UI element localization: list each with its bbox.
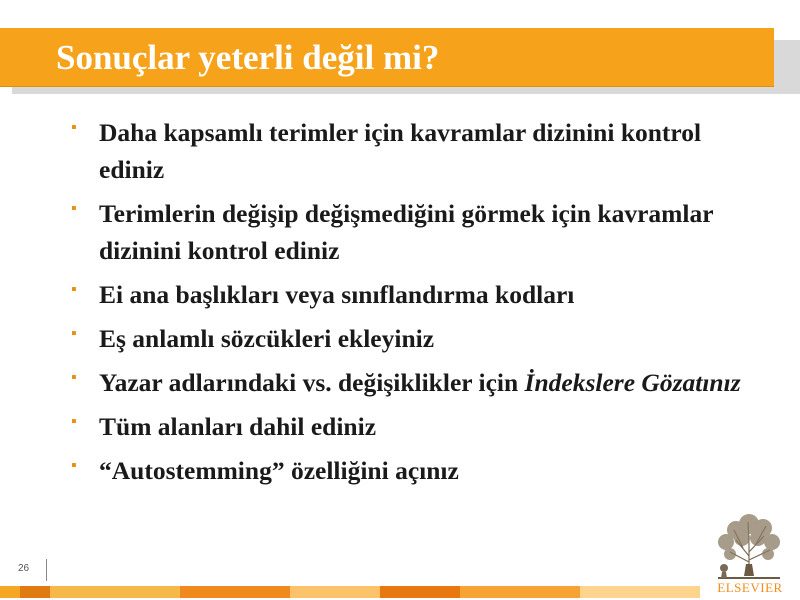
bullet-text-italic: İndekslere Gözatınız: [524, 368, 741, 397]
bullet-item: [70, 276, 770, 313]
bullet-text: Daha kapsamlı terimler için kavramlar dizinini kontrol ediniz: [99, 118, 702, 184]
footer-strip-segment: [20, 586, 50, 598]
bullet-marker-icon: ▪: [71, 413, 77, 430]
footer-color-strip: [0, 586, 700, 598]
bullet-text: “Autostemming” özelliğini açınız: [99, 456, 459, 485]
bullet-text: Ei ana başlıkları veya sınıflandırma kodları: [99, 280, 575, 309]
bullet-text: Eş anlamlı sözcükleri ekleyiniz: [99, 324, 435, 353]
bullet-item: [70, 195, 770, 269]
footer-strip-segment: [580, 586, 700, 598]
bullet-list: [70, 114, 770, 496]
bullet-marker-icon: ▪: [71, 325, 77, 342]
footer-strip-segment: [380, 586, 460, 598]
bullet-marker-icon: ▪: [71, 281, 77, 298]
bullet-item: [70, 408, 770, 445]
bullet-item: [70, 452, 770, 489]
slide-title: Sonuçlar yeterli değil mi?: [56, 38, 440, 77]
bullet-item: [70, 114, 770, 188]
elsevier-logo-text: ELSEVIER: [717, 580, 783, 595]
footer-strip-segment: [180, 586, 290, 598]
footer-strip-segment: [0, 586, 20, 598]
page-number: 26: [18, 563, 30, 574]
footer-strip-segment: [460, 586, 580, 598]
bullet-marker-icon: ▪: [71, 119, 77, 136]
bullet-text: Tüm alanları dahil ediniz: [99, 412, 377, 441]
bullet-marker-icon: ▪: [71, 369, 77, 386]
bullet-item: [70, 320, 770, 357]
page-number-divider: [46, 559, 47, 581]
bullet-item: [70, 364, 770, 401]
bullet-marker-icon: ▪: [71, 200, 77, 217]
bullet-text: Yazar adlarındaki vs. değişiklikler için: [99, 368, 525, 397]
footer-strip-segment: [50, 586, 180, 598]
footer-strip-segment: [290, 586, 380, 598]
bullet-text: Terimlerin değişip değişmediğini görmek için kavramlar dizinini kontrol ediniz: [99, 199, 714, 265]
bullet-marker-icon: ▪: [71, 457, 77, 474]
